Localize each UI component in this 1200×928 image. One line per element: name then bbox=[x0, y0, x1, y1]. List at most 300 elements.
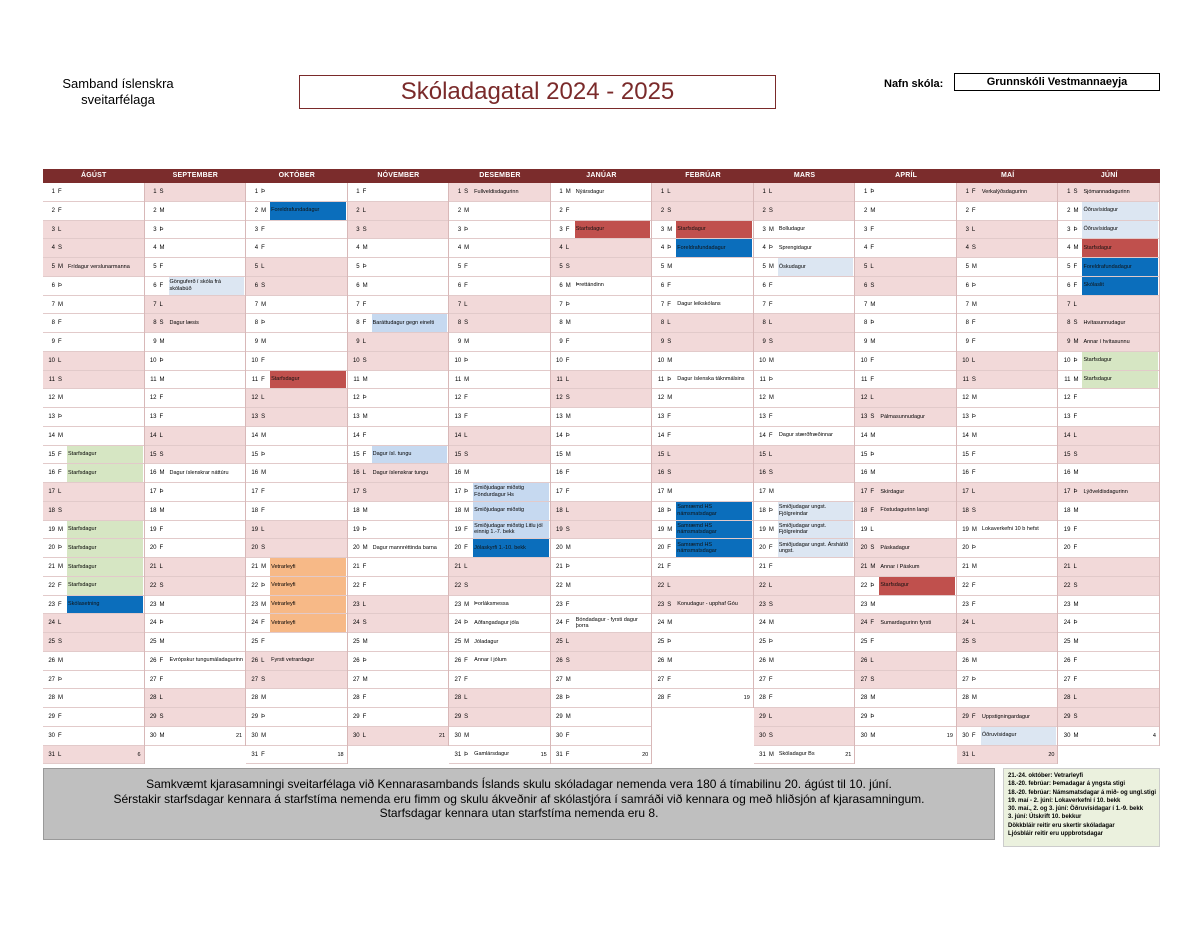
weekday-letter: M bbox=[870, 695, 876, 702]
weekday-letter: S bbox=[870, 676, 875, 683]
day-cell bbox=[246, 314, 347, 333]
day-event: Dagur læsis bbox=[169, 319, 199, 326]
day-number: 25 bbox=[556, 639, 563, 645]
weekday-letter: F bbox=[159, 395, 164, 402]
day-event: Páskadagur bbox=[880, 544, 910, 551]
school-name-label: Nafn skóla: bbox=[884, 78, 944, 90]
day-number: 1 bbox=[965, 189, 969, 195]
day-cell bbox=[348, 427, 449, 446]
weekday-letter: M bbox=[464, 507, 470, 514]
day-number: 31 bbox=[251, 751, 259, 758]
day-number: 27 bbox=[556, 676, 563, 683]
weekday-letter: M bbox=[58, 301, 63, 308]
day-event: Lokaverkefni 10 b hefst bbox=[981, 526, 1039, 533]
day-number: 6 bbox=[559, 282, 563, 289]
day-cell bbox=[957, 427, 1058, 446]
day-number: 8 bbox=[153, 320, 157, 327]
day-cell bbox=[551, 371, 652, 390]
day-cell bbox=[246, 389, 347, 408]
day-cell bbox=[145, 689, 246, 708]
day-cell bbox=[551, 727, 652, 746]
day-event: Bolludagur bbox=[778, 226, 806, 233]
weekday-letter: S bbox=[159, 320, 164, 327]
day-number: 13 bbox=[454, 414, 462, 420]
weekday-letter: F bbox=[1073, 526, 1078, 533]
day-cell bbox=[957, 614, 1058, 633]
day-cell bbox=[43, 446, 144, 465]
weekday-letter: S bbox=[362, 357, 367, 364]
weekday-letter: L bbox=[159, 301, 163, 308]
day-number: 29 bbox=[556, 714, 563, 720]
day-cell bbox=[449, 596, 550, 615]
weekday-letter: F bbox=[58, 189, 62, 195]
day-cell bbox=[246, 352, 347, 371]
weekday-letter: Þ bbox=[768, 639, 773, 645]
day-number: 21 bbox=[657, 564, 665, 570]
day-number: 12 bbox=[657, 395, 665, 402]
weekday-letter: Þ bbox=[971, 414, 976, 420]
day-cell bbox=[957, 464, 1058, 483]
day-number: 4 bbox=[762, 245, 766, 252]
day-cell bbox=[348, 539, 449, 558]
day-cell bbox=[855, 352, 956, 371]
day-cell bbox=[1058, 483, 1159, 502]
weekday-letter: Þ bbox=[768, 245, 773, 252]
day-cell bbox=[551, 389, 652, 408]
day-number: 5 bbox=[51, 264, 55, 270]
day-number: 19 bbox=[149, 526, 157, 533]
weekday-letter: M bbox=[565, 320, 571, 327]
weekday-letter: F bbox=[667, 282, 671, 289]
weekday-letter: Þ bbox=[667, 639, 672, 645]
day-cell bbox=[246, 333, 347, 352]
weekday-letter: M bbox=[971, 526, 977, 533]
day-number: 20 bbox=[860, 545, 868, 552]
day-event: Evrópskur tungumáladagurinn bbox=[169, 657, 243, 664]
weekday-letter: L bbox=[870, 395, 874, 402]
day-number: 29 bbox=[251, 714, 259, 720]
weekday-letter: S bbox=[667, 339, 672, 345]
day-event: Samræmd HS námsmatsdagar bbox=[676, 502, 752, 520]
legend-line: Dökkbláir reitir eru skertir skóladagar bbox=[1008, 822, 1115, 829]
day-number: 18 bbox=[759, 507, 766, 514]
day-number: 30 bbox=[1063, 732, 1071, 739]
day-number: 1 bbox=[51, 189, 55, 195]
page-title: Skóladagatal 2024 - 2025 bbox=[299, 75, 776, 109]
weekday-letter: L bbox=[159, 695, 163, 702]
day-cell bbox=[348, 727, 449, 746]
day-cell bbox=[43, 258, 144, 277]
weekday-letter: M bbox=[1073, 639, 1079, 645]
weekday-letter: M bbox=[971, 395, 977, 402]
weekday-letter: S bbox=[768, 732, 773, 739]
weekday-letter: L bbox=[58, 489, 62, 495]
day-number: 9 bbox=[356, 339, 360, 345]
day-number: 16 bbox=[962, 470, 969, 477]
day-number: 6 bbox=[457, 282, 462, 289]
day-number: 28 bbox=[251, 695, 259, 702]
day-cell bbox=[348, 708, 449, 727]
weekday-letter: L bbox=[261, 526, 265, 533]
month-column bbox=[348, 183, 450, 746]
weekday-letter: M bbox=[971, 657, 977, 664]
weekday-letter: S bbox=[159, 714, 164, 720]
day-cell bbox=[449, 202, 550, 221]
day-event: Sumardagurinn fyrsti bbox=[880, 619, 932, 626]
day-cell bbox=[551, 296, 652, 315]
day-cell bbox=[1058, 708, 1159, 727]
day-cell bbox=[145, 727, 246, 746]
day-number: 28 bbox=[657, 695, 665, 702]
weekday-letter: M bbox=[58, 695, 63, 702]
day-number: 26 bbox=[860, 657, 868, 664]
day-number: 5 bbox=[965, 264, 969, 270]
day-number: 30 bbox=[962, 732, 969, 739]
day-number: 9 bbox=[762, 339, 766, 345]
day-number: 2 bbox=[457, 207, 462, 214]
day-cell bbox=[145, 577, 246, 596]
day-cell bbox=[246, 277, 347, 296]
weekday-letter: L bbox=[261, 395, 265, 402]
weekday-letter: Þ bbox=[159, 620, 164, 627]
day-cell bbox=[855, 389, 956, 408]
weekday-letter: L bbox=[261, 264, 265, 270]
day-number: 10 bbox=[149, 357, 157, 364]
day-number: 5 bbox=[1067, 264, 1071, 270]
day-number: 28 bbox=[352, 695, 360, 702]
day-cell bbox=[754, 558, 855, 577]
day-number: 20 bbox=[48, 545, 55, 552]
day-number: 5 bbox=[660, 264, 665, 270]
day-number: 22 bbox=[251, 582, 259, 589]
weekday-letter: L bbox=[768, 320, 773, 327]
weekday-letter: F bbox=[464, 545, 468, 552]
weekday-letter: S bbox=[159, 451, 164, 458]
day-cell bbox=[957, 202, 1058, 221]
day-event: Samræmd HS námsmatsdagar bbox=[676, 539, 752, 557]
day-cell bbox=[1058, 258, 1159, 277]
weekday-letter: S bbox=[362, 489, 367, 495]
weekday-letter: Þ bbox=[362, 526, 367, 533]
day-cell bbox=[449, 521, 550, 540]
day-cell bbox=[43, 689, 144, 708]
day-cell bbox=[855, 614, 956, 633]
weekday-letter: M bbox=[261, 564, 267, 570]
day-number: 28 bbox=[48, 695, 55, 702]
day-number: 8 bbox=[1067, 320, 1071, 327]
legend-line: 30. maí., 2. og 3. júní: Öðruvísidagar í 1.-9. bekk bbox=[1008, 806, 1144, 813]
day-cell bbox=[754, 652, 855, 671]
day-number: 19 bbox=[454, 526, 462, 533]
day-number: 27 bbox=[251, 676, 259, 683]
weekday-letter: F bbox=[58, 582, 62, 589]
day-cell bbox=[246, 708, 347, 727]
day-cell bbox=[449, 446, 550, 465]
day-number: 16 bbox=[1063, 470, 1071, 477]
weekday-letter: M bbox=[1073, 732, 1079, 739]
weekday-letter: M bbox=[565, 582, 571, 589]
day-number: 20 bbox=[352, 545, 360, 552]
weekday-letter: M bbox=[362, 376, 368, 383]
day-cell bbox=[1058, 577, 1159, 596]
day-number: 9 bbox=[864, 339, 868, 345]
day-number: 21 bbox=[454, 564, 462, 570]
weekday-letter: Þ bbox=[464, 357, 469, 364]
day-cell bbox=[1058, 671, 1159, 690]
day-number: 22 bbox=[962, 582, 969, 589]
weekday-letter: M bbox=[565, 676, 571, 683]
school-day-count: 21 bbox=[439, 732, 446, 739]
legend-line: 3. júní: Útskrift 10. bekkur bbox=[1008, 814, 1082, 821]
day-event: Vetrarleyfi bbox=[270, 577, 346, 595]
weekday-letter: S bbox=[971, 245, 976, 252]
day-event: Starfsdagur bbox=[67, 521, 143, 539]
day-cell bbox=[754, 671, 855, 690]
day-cell bbox=[855, 239, 956, 258]
day-number: 27 bbox=[48, 676, 55, 683]
day-cell bbox=[145, 596, 246, 615]
day-number: 22 bbox=[657, 582, 665, 589]
day-number: 25 bbox=[352, 639, 360, 645]
weekday-letter: M bbox=[159, 376, 165, 383]
weekday-letter: F bbox=[362, 564, 367, 570]
weekday-letter: M bbox=[159, 207, 165, 214]
weekday-letter: L bbox=[464, 695, 468, 702]
weekday-letter: M bbox=[971, 264, 977, 270]
day-number: 11 bbox=[48, 376, 55, 383]
weekday-letter: F bbox=[565, 470, 570, 477]
day-number: 11 bbox=[1064, 376, 1071, 383]
weekday-letter: F bbox=[768, 432, 773, 439]
day-cell bbox=[754, 277, 855, 296]
day-cell bbox=[348, 202, 449, 221]
day-number: 1 bbox=[457, 189, 462, 195]
day-cell bbox=[855, 314, 956, 333]
weekday-letter: M bbox=[870, 732, 876, 739]
weekday-letter: M bbox=[159, 601, 165, 608]
day-number: 28 bbox=[1063, 695, 1071, 702]
day-number: 27 bbox=[657, 676, 665, 683]
day-cell bbox=[855, 502, 956, 521]
day-number: 10 bbox=[251, 357, 259, 364]
weekday-letter: F bbox=[768, 564, 773, 570]
month-column bbox=[855, 183, 957, 746]
day-event: Frídagur verslunarmanna bbox=[68, 263, 130, 270]
day-number: 8 bbox=[457, 320, 462, 327]
day-number: 14 bbox=[149, 432, 157, 439]
weekday-letter: F bbox=[362, 695, 367, 702]
day-number: 17 bbox=[48, 489, 55, 495]
day-event: Starfsdagur bbox=[676, 221, 752, 239]
day-number: 2 bbox=[254, 207, 259, 214]
day-cell bbox=[1058, 183, 1159, 202]
weekday-letter: L bbox=[1073, 695, 1077, 702]
day-cell bbox=[449, 389, 550, 408]
day-cell bbox=[551, 221, 652, 240]
day-number: 26 bbox=[48, 657, 55, 664]
day-cell bbox=[957, 352, 1058, 371]
day-number: 18 bbox=[48, 507, 55, 514]
day-cell bbox=[348, 333, 449, 352]
weekday-letter: S bbox=[464, 451, 469, 458]
weekday-letter: M bbox=[261, 732, 267, 739]
day-number: 7 bbox=[660, 301, 665, 308]
day-cell bbox=[43, 314, 144, 333]
day-number: 21 bbox=[962, 564, 969, 570]
day-number: 14 bbox=[48, 432, 55, 439]
day-cell bbox=[145, 539, 246, 558]
day-event: Fyrsti vetrardagur bbox=[271, 657, 315, 664]
day-cell bbox=[754, 183, 855, 202]
weekday-letter: F bbox=[565, 620, 570, 627]
day-cell bbox=[855, 296, 956, 315]
weekday-letter: M bbox=[870, 339, 876, 345]
weekday-letter: S bbox=[768, 601, 773, 608]
day-cell bbox=[449, 258, 550, 277]
weekday-letter: F bbox=[159, 657, 164, 664]
day-number: 23 bbox=[759, 601, 766, 608]
day-number: 1 bbox=[660, 189, 665, 195]
day-cell bbox=[348, 389, 449, 408]
day-number: 15 bbox=[251, 451, 259, 458]
day-number: 23 bbox=[860, 601, 868, 608]
month-header: ÁGÚST bbox=[43, 169, 145, 183]
weekday-letter: L bbox=[768, 714, 773, 720]
day-number: 27 bbox=[962, 676, 969, 683]
day-number: 18 bbox=[962, 507, 969, 514]
day-cell bbox=[754, 502, 855, 521]
day-number: 3 bbox=[153, 226, 157, 233]
day-number: 6 bbox=[1067, 282, 1071, 289]
day-cell bbox=[449, 483, 550, 502]
weekday-letter: F bbox=[768, 676, 773, 683]
day-cell bbox=[348, 671, 449, 690]
day-cell bbox=[855, 221, 956, 240]
day-number: 17 bbox=[860, 489, 868, 495]
day-number: 26 bbox=[352, 657, 360, 664]
day-cell bbox=[957, 652, 1058, 671]
day-number: 1 bbox=[1067, 189, 1071, 195]
day-event: Vetrarleyfi bbox=[270, 596, 346, 614]
day-number: 10 bbox=[556, 357, 563, 364]
month-header: JANÚAR bbox=[551, 169, 653, 183]
day-number: 30 bbox=[352, 732, 360, 739]
day-cell bbox=[754, 239, 855, 258]
day-number: 4 bbox=[965, 245, 969, 252]
day-event: Starfsdagur bbox=[1082, 371, 1158, 389]
month-header: DESEMBER bbox=[449, 169, 551, 183]
day-cell bbox=[43, 202, 144, 221]
day-cell bbox=[551, 708, 652, 727]
day-number: 9 bbox=[660, 339, 665, 345]
day-cell bbox=[957, 183, 1058, 202]
day-number: 12 bbox=[352, 395, 360, 402]
day-cell bbox=[43, 352, 144, 371]
day-cell bbox=[652, 296, 753, 315]
day-number: 6 bbox=[153, 282, 157, 289]
day-number: 22 bbox=[149, 582, 157, 589]
month-column bbox=[754, 183, 856, 764]
day-number: 30 bbox=[759, 732, 766, 739]
weekday-letter: F bbox=[768, 695, 773, 702]
day-cell bbox=[348, 239, 449, 258]
day-cell bbox=[551, 483, 652, 502]
day-number: 7 bbox=[762, 301, 766, 308]
day-cell bbox=[652, 577, 753, 596]
day-number: 29 bbox=[352, 714, 360, 720]
weekday-letter: F bbox=[1073, 657, 1078, 664]
weekday-letter: F bbox=[58, 601, 62, 608]
weekday-letter: M bbox=[870, 432, 876, 439]
day-cell bbox=[348, 352, 449, 371]
day-cell bbox=[449, 314, 550, 333]
day-number: 12 bbox=[556, 395, 563, 402]
day-cell bbox=[551, 689, 652, 708]
day-cell bbox=[449, 371, 550, 390]
day-cell bbox=[754, 577, 855, 596]
weekday-letter: F bbox=[667, 695, 671, 702]
day-cell bbox=[652, 239, 753, 258]
day-cell bbox=[449, 183, 550, 202]
weekday-letter: M bbox=[362, 545, 368, 552]
weekday-letter: F bbox=[464, 414, 468, 420]
day-cell bbox=[145, 427, 246, 446]
weekday-letter: M bbox=[464, 339, 470, 345]
weekday-letter: S bbox=[261, 545, 266, 552]
day-cell bbox=[145, 708, 246, 727]
weekday-letter: F bbox=[565, 339, 570, 345]
weekday-letter: M bbox=[1073, 245, 1079, 252]
weekday-letter: F bbox=[58, 320, 62, 327]
day-cell bbox=[957, 577, 1058, 596]
day-number: 13 bbox=[149, 414, 157, 420]
day-event: Skírdagur bbox=[880, 488, 905, 495]
day-cell bbox=[652, 614, 753, 633]
month-column bbox=[1058, 183, 1160, 746]
organization-name: Samband íslenskra sveitarfélaga bbox=[62, 76, 174, 107]
day-cell bbox=[957, 727, 1058, 746]
day-number: 23 bbox=[251, 601, 259, 608]
weekday-letter: F bbox=[971, 470, 976, 477]
day-number: 3 bbox=[1067, 226, 1071, 233]
day-cell bbox=[652, 558, 753, 577]
day-number: 2 bbox=[660, 207, 665, 214]
day-cell bbox=[754, 614, 855, 633]
day-cell bbox=[754, 521, 855, 540]
day-number: 20 bbox=[657, 545, 665, 552]
day-cell bbox=[551, 239, 652, 258]
day-cell bbox=[551, 258, 652, 277]
weekday-letter: S bbox=[1073, 189, 1078, 195]
day-number: 7 bbox=[559, 301, 563, 308]
weekday-letter: Þ bbox=[870, 582, 875, 589]
day-event: Starfsdagur bbox=[67, 446, 143, 464]
weekday-letter: S bbox=[870, 282, 875, 289]
day-cell bbox=[145, 502, 246, 521]
day-cell bbox=[145, 521, 246, 540]
day-number: 4 bbox=[153, 245, 157, 252]
weekday-letter: S bbox=[261, 282, 266, 289]
day-cell bbox=[246, 746, 347, 765]
weekday-letter: F bbox=[261, 507, 265, 514]
month-header: OKTÓBER bbox=[246, 169, 348, 183]
day-number: 9 bbox=[559, 339, 563, 345]
day-event: Sjómannadagurinn bbox=[1083, 188, 1130, 195]
weekday-letter: F bbox=[971, 207, 976, 214]
weekday-letter: M bbox=[971, 432, 977, 439]
day-number: 11 bbox=[962, 376, 969, 383]
weekday-letter: L bbox=[565, 376, 570, 383]
